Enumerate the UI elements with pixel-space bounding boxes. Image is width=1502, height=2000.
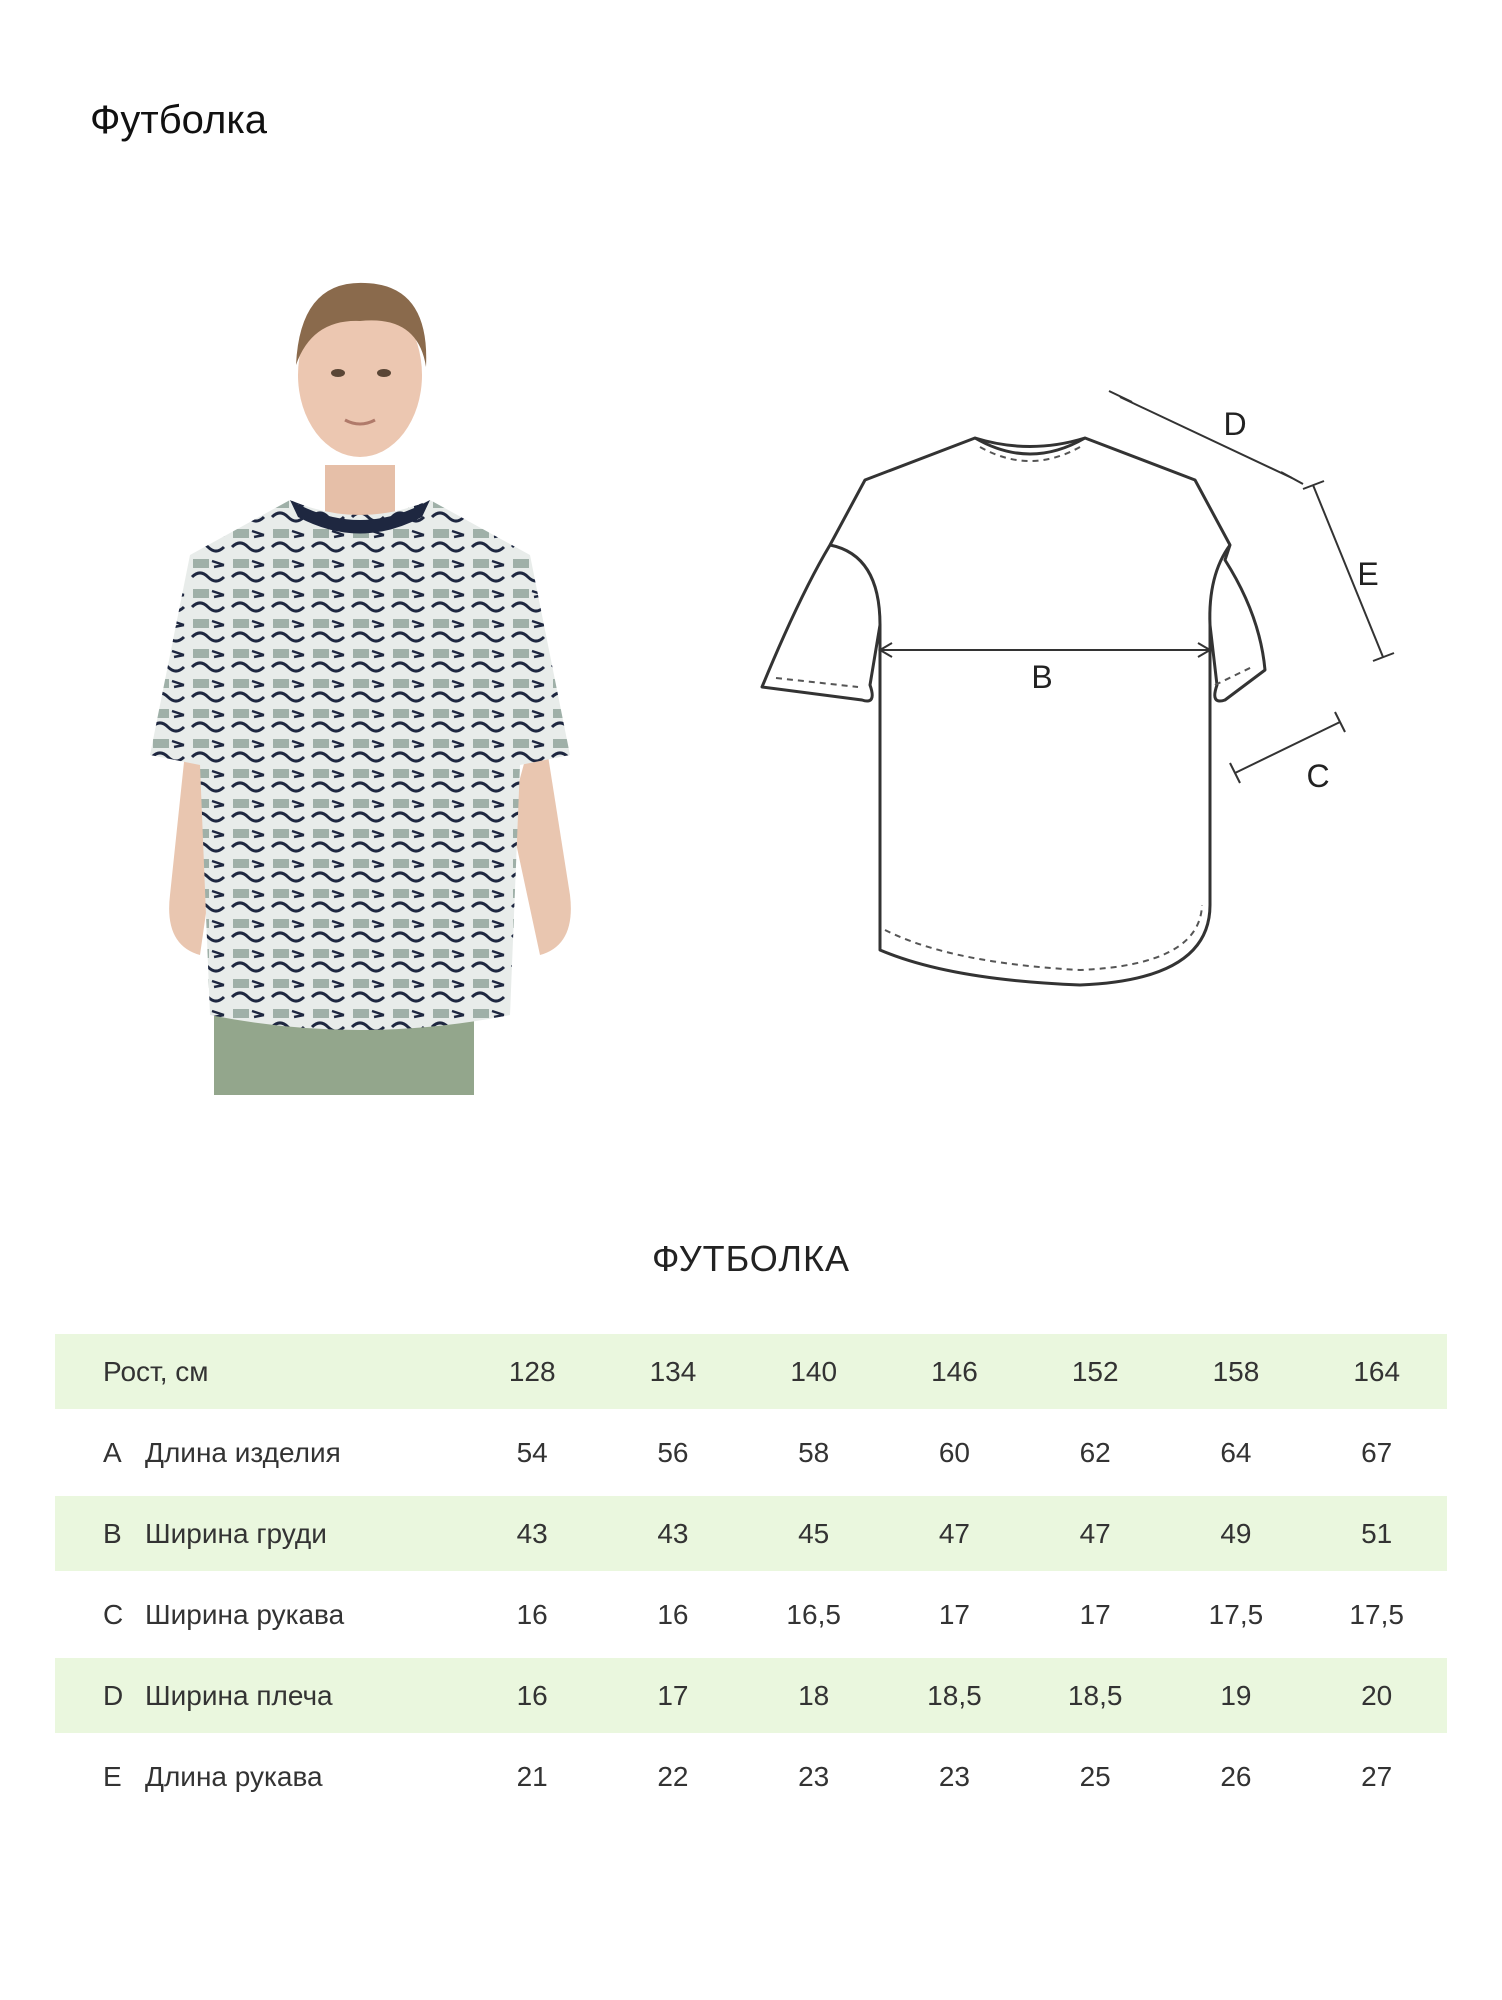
- label-c: C: [1306, 758, 1330, 794]
- table-cell: 64: [1220, 1436, 1252, 1468]
- table-cell: 17: [1079, 1598, 1111, 1630]
- row-label: Ширина плеча: [145, 1679, 333, 1711]
- row-letter: C: [103, 1598, 124, 1630]
- header-cell: 164: [1353, 1355, 1401, 1387]
- table-cell: 26: [1220, 1760, 1252, 1792]
- label-d: D: [1223, 406, 1247, 442]
- table-cell: 20: [1361, 1679, 1393, 1711]
- table-cell: 16: [657, 1598, 689, 1630]
- table-cell: 54: [516, 1436, 548, 1468]
- table-cell: 17: [657, 1679, 689, 1711]
- row-label: Ширина рукава: [145, 1598, 345, 1630]
- table-row: [55, 1739, 1447, 1814]
- table-row: [55, 1496, 1447, 1571]
- row-letter: E: [103, 1760, 122, 1792]
- header-cell: 140: [790, 1355, 838, 1387]
- table-cell: 27: [1361, 1760, 1393, 1792]
- row-label: Длина изделия: [145, 1436, 341, 1468]
- table-cell: 16: [516, 1679, 548, 1711]
- table-cell: 23: [938, 1760, 970, 1792]
- table-cell: 17: [938, 1598, 970, 1630]
- tshirt-outline: [762, 438, 1265, 985]
- table-row: [55, 1415, 1447, 1490]
- table-cell: 62: [1079, 1436, 1111, 1468]
- table-cell: 16,5: [786, 1598, 841, 1630]
- table-row: [55, 1577, 1447, 1652]
- row-letter: D: [103, 1679, 124, 1711]
- table-cell: 47: [938, 1517, 970, 1549]
- shirt-body: [150, 500, 570, 1030]
- product-photo: [150, 255, 580, 1095]
- table-cell: 18,5: [1067, 1679, 1123, 1711]
- tshirt-size-diagram: [740, 385, 1420, 1005]
- header-cell: 146: [931, 1355, 978, 1387]
- table-cell: 43: [516, 1517, 548, 1549]
- table-cell: 18,5: [927, 1679, 982, 1711]
- table-cell: 43: [657, 1517, 689, 1549]
- table-cell: 47: [1079, 1517, 1111, 1549]
- table-cell: 22: [657, 1760, 689, 1792]
- label-b: B: [1031, 659, 1053, 695]
- table-cell: 67: [1361, 1436, 1393, 1468]
- header-label: Рост, см: [103, 1355, 209, 1387]
- table-cell: 56: [657, 1436, 689, 1468]
- row-letter: A: [103, 1436, 122, 1468]
- header-cell: 158: [1212, 1355, 1260, 1387]
- table-cell: 58: [798, 1436, 830, 1468]
- header-cell: 152: [1071, 1355, 1119, 1387]
- table-cell: 25: [1079, 1760, 1111, 1792]
- row-label: Длина рукава: [145, 1760, 323, 1792]
- table-cell: 51: [1361, 1517, 1393, 1549]
- page-title: Футболка: [90, 98, 267, 142]
- table-cell: 49: [1220, 1517, 1252, 1549]
- table-header-row: [55, 1334, 1447, 1409]
- table-cell: 19: [1220, 1679, 1252, 1711]
- label-e: E: [1357, 556, 1379, 592]
- table-cell: 23: [798, 1760, 830, 1792]
- header-cell: 134: [649, 1355, 697, 1387]
- row-letter: B: [103, 1517, 122, 1549]
- table-row: [55, 1658, 1447, 1733]
- table-cell: 17,5: [1208, 1598, 1264, 1630]
- header-cell: 128: [508, 1355, 556, 1387]
- table-cell: 21: [516, 1760, 548, 1792]
- table-cell: 16: [516, 1598, 548, 1630]
- size-table: [55, 1334, 1447, 1820]
- table-cell: 60: [938, 1436, 970, 1468]
- table-cell: 18: [798, 1679, 830, 1711]
- table-cell: 45: [798, 1517, 830, 1549]
- table-cell: 17,5: [1349, 1598, 1404, 1630]
- row-label: Ширина груди: [145, 1517, 327, 1549]
- table-title: ФУТБОЛКА: [651, 1238, 851, 1279]
